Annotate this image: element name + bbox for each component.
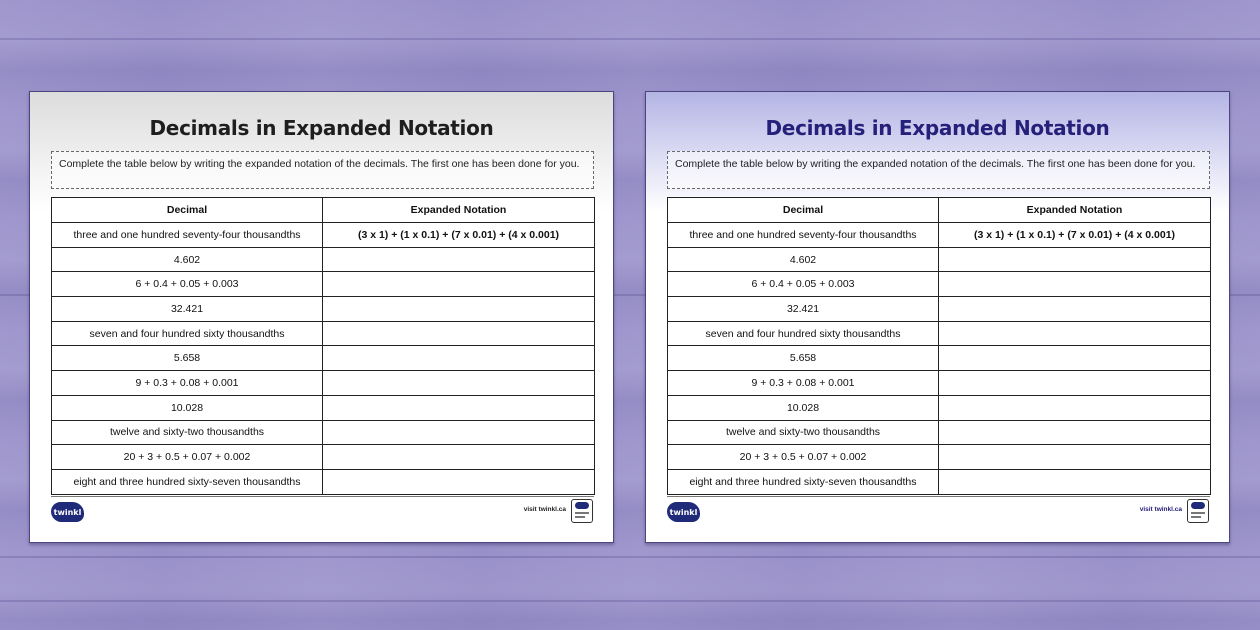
table-row bbox=[52, 395, 595, 420]
table-row bbox=[52, 321, 595, 346]
quality-badge-icon bbox=[571, 499, 593, 523]
decimal-cell: three and one hundred seventy-four thousandths bbox=[668, 223, 939, 248]
decimal-cell: 4.602 bbox=[52, 247, 323, 272]
expanded-cell bbox=[939, 297, 1211, 322]
decimal-cell: 10.028 bbox=[668, 395, 939, 420]
table-row bbox=[668, 272, 1211, 297]
column-header-decimal: Decimal bbox=[668, 198, 939, 223]
table-row bbox=[52, 371, 595, 396]
twinkl-logo: twinkl bbox=[667, 502, 700, 522]
decimal-cell: 5.658 bbox=[52, 346, 323, 371]
table-header-row bbox=[668, 198, 1211, 223]
table-row bbox=[668, 297, 1211, 322]
expanded-cell bbox=[939, 420, 1211, 445]
decimal-cell: twelve and sixty-two thousandths bbox=[668, 420, 939, 445]
table-row bbox=[668, 469, 1211, 494]
worksheet-grey bbox=[29, 91, 614, 543]
decimal-cell: 32.421 bbox=[668, 297, 939, 322]
table-header-row bbox=[52, 198, 595, 223]
worksheet-blue bbox=[645, 91, 1230, 543]
table-row bbox=[668, 371, 1211, 396]
expanded-cell: (3 x 1) + (1 x 0.1) + (7 x 0.01) + (4 x 0.001) bbox=[939, 223, 1211, 248]
table-row bbox=[52, 223, 595, 248]
expanded-cell bbox=[939, 272, 1211, 297]
expanded-cell bbox=[323, 321, 595, 346]
table-row bbox=[52, 297, 595, 322]
table-row bbox=[52, 247, 595, 272]
expanded-cell bbox=[323, 469, 595, 494]
expanded-cell bbox=[323, 247, 595, 272]
expanded-cell bbox=[323, 395, 595, 420]
expanded-cell bbox=[939, 469, 1211, 494]
decimal-cell: 6 + 0.4 + 0.05 + 0.003 bbox=[52, 272, 323, 297]
table-row bbox=[668, 445, 1211, 470]
table-row bbox=[52, 346, 595, 371]
table-row bbox=[668, 395, 1211, 420]
table-row bbox=[52, 469, 595, 494]
decimal-cell: twelve and sixty-two thousandths bbox=[52, 420, 323, 445]
expanded-cell bbox=[939, 445, 1211, 470]
decimal-cell: seven and four hundred sixty thousandths bbox=[52, 321, 323, 346]
instructions-box: Complete the table below by writing the expanded notation of the decimals. The first one has been done for you. bbox=[667, 151, 1210, 189]
instructions-box: Complete the table below by writing the expanded notation of the decimals. The first one has been done for you. bbox=[51, 151, 594, 189]
column-header-expanded: Expanded Notation bbox=[939, 198, 1211, 223]
expanded-cell bbox=[323, 297, 595, 322]
decimal-cell: eight and three hundred sixty-seven thousandths bbox=[668, 469, 939, 494]
table-row bbox=[668, 420, 1211, 445]
quality-badge-icon bbox=[1187, 499, 1209, 523]
table-row bbox=[668, 223, 1211, 248]
decimal-cell: 6 + 0.4 + 0.05 + 0.003 bbox=[668, 272, 939, 297]
expanded-cell: (3 x 1) + (1 x 0.1) + (7 x 0.01) + (4 x 0.001) bbox=[323, 223, 595, 248]
expanded-cell bbox=[323, 445, 595, 470]
decimal-cell: 10.028 bbox=[52, 395, 323, 420]
decimal-cell: 20 + 3 + 0.5 + 0.07 + 0.002 bbox=[52, 445, 323, 470]
visit-link-text: visit twinkl.ca bbox=[1139, 506, 1182, 513]
expanded-cell bbox=[323, 346, 595, 371]
expanded-cell bbox=[939, 321, 1211, 346]
decimals-table bbox=[51, 197, 595, 495]
column-header-decimal: Decimal bbox=[52, 198, 323, 223]
footer-divider bbox=[667, 496, 1210, 497]
expanded-cell bbox=[939, 247, 1211, 272]
expanded-cell bbox=[323, 272, 595, 297]
expanded-cell bbox=[323, 371, 595, 396]
decimals-table bbox=[667, 197, 1211, 495]
column-header-expanded: Expanded Notation bbox=[323, 198, 595, 223]
table-row bbox=[52, 445, 595, 470]
expanded-cell bbox=[939, 371, 1211, 396]
table-row bbox=[52, 272, 595, 297]
footer-divider bbox=[51, 496, 594, 497]
decimal-cell: 9 + 0.3 + 0.08 + 0.001 bbox=[52, 371, 323, 396]
expanded-cell bbox=[323, 420, 595, 445]
table-row bbox=[52, 420, 595, 445]
decimal-cell: eight and three hundred sixty-seven thousandths bbox=[52, 469, 323, 494]
table-row bbox=[668, 321, 1211, 346]
twinkl-logo: twinkl bbox=[51, 502, 84, 522]
worksheet-title: Decimals in Expanded Notation bbox=[765, 116, 1110, 140]
expanded-cell bbox=[939, 395, 1211, 420]
decimal-cell: seven and four hundred sixty thousandths bbox=[668, 321, 939, 346]
table-row bbox=[668, 346, 1211, 371]
decimal-cell: 32.421 bbox=[52, 297, 323, 322]
decimal-cell: 9 + 0.3 + 0.08 + 0.001 bbox=[668, 371, 939, 396]
table-row bbox=[668, 247, 1211, 272]
decimal-cell: 20 + 3 + 0.5 + 0.07 + 0.002 bbox=[668, 445, 939, 470]
decimal-cell: 5.658 bbox=[668, 346, 939, 371]
expanded-cell bbox=[939, 346, 1211, 371]
decimal-cell: three and one hundred seventy-four thousandths bbox=[52, 223, 323, 248]
visit-link-text: visit twinkl.ca bbox=[523, 506, 566, 513]
worksheet-title: Decimals in Expanded Notation bbox=[149, 116, 494, 140]
decimal-cell: 4.602 bbox=[668, 247, 939, 272]
